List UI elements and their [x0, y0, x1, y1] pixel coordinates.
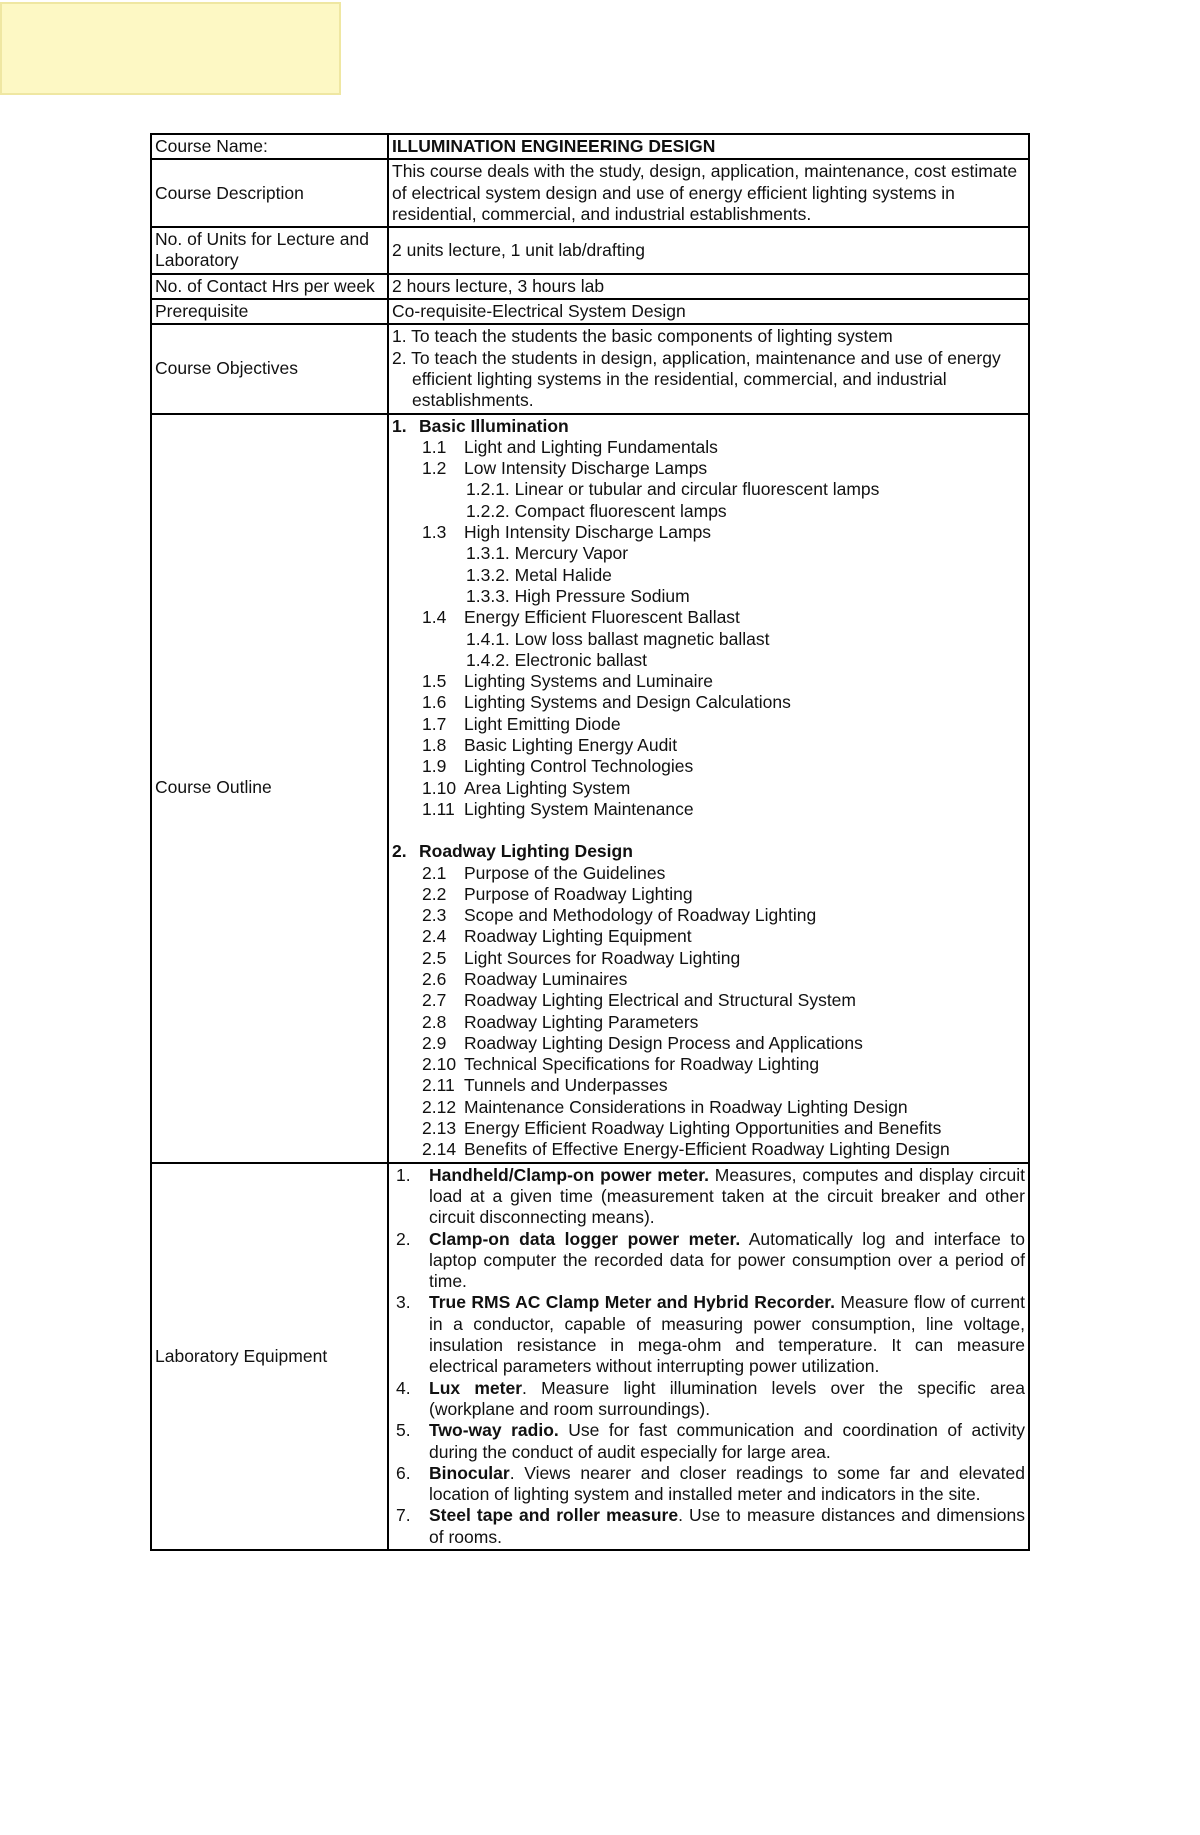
outline-subitem: 1.3.2. Metal Halide [466, 564, 612, 585]
item-text: High Intensity Discharge Lamps [464, 522, 712, 543]
item-text: Scope and Methodology of Roadway Lighting [464, 905, 817, 926]
item-text: Lighting Systems and Design Calculations [464, 692, 791, 713]
equipment-name: True RMS AC Clamp Meter and Hybrid Recorder. [429, 1292, 835, 1313]
outline-subitem: 1.2.2. Compact fluorescent lamps [466, 500, 727, 521]
outline-item [392, 778, 1025, 799]
table-row [151, 414, 1029, 1163]
outline-item [392, 714, 1025, 735]
item-number: 3. [396, 1292, 411, 1313]
item-number: 1.2 [422, 458, 447, 479]
item-text: Lighting System Maintenance [464, 798, 694, 819]
section-spacer [392, 820, 1025, 841]
item-text: Purpose of Roadway Lighting [464, 883, 693, 904]
equipment-description: Use for fast communication and coordination of activity during the conduct of audit especially for large area. [429, 1420, 1025, 1462]
item-number: 2.7 [422, 990, 447, 1011]
section-number: 1. [392, 415, 407, 436]
contact-hours-label: No. of Contact Hrs per week [151, 274, 388, 299]
yellow-note-box [0, 2, 341, 95]
outline-item [392, 522, 1025, 543]
table-row [151, 324, 1029, 413]
item-text: Technical Specifications for Roadway Lighting [464, 1054, 820, 1075]
item-text: Roadway Lighting Equipment [464, 926, 692, 947]
outline-section-heading [392, 841, 1025, 862]
item-text: Roadway Luminaires [464, 968, 628, 989]
objectives-label: Course Objectives [151, 324, 388, 413]
item-text: Basic Lighting Energy Audit [464, 735, 678, 756]
outline-item [392, 948, 1025, 969]
outline-item [392, 756, 1025, 777]
item-number: 2.9 [422, 1032, 447, 1053]
item-number: 1.1 [422, 436, 447, 457]
item-text: Light and Lighting Fundamentals [464, 436, 718, 457]
course-description-label: Course Description [151, 159, 388, 227]
item-text: Low Intensity Discharge Lamps [464, 458, 708, 479]
item-text: Roadway Lighting Parameters [464, 1011, 699, 1032]
item-number: 2.12 [422, 1096, 457, 1117]
outline-label: Course Outline [151, 414, 388, 1163]
item-text: Roadway Lighting Electrical and Structural System [464, 990, 856, 1011]
item-text: Lighting Control Technologies [464, 756, 694, 777]
outline-item [392, 692, 1025, 713]
item-number: 2.8 [422, 1011, 447, 1032]
item-number: 2.10 [422, 1054, 457, 1075]
outline-item [392, 905, 1025, 926]
equipment-name: Steel tape and roller measure [429, 1505, 679, 1526]
outline-item [392, 607, 1025, 628]
section-title: Roadway Lighting Design [419, 841, 633, 862]
item-text: Benefits of Effective Energy-Efficient Roadway Lighting Design [464, 1139, 950, 1160]
outline-section-heading [392, 416, 1025, 437]
equipment-label: Laboratory Equipment [151, 1163, 388, 1550]
item-number: 2.1 [422, 862, 447, 883]
contact-hours-value: 2 hours lecture, 3 hours lab [388, 274, 1029, 299]
item-text: Energy Efficient Fluorescent Ballast [464, 607, 740, 628]
section-number: 2. [392, 841, 407, 862]
outline-item [392, 863, 1025, 884]
table-row [151, 134, 1029, 159]
equipment-description: Measure flow of current in a conductor, capable of measuring power consumption, line voltage, insulation resistance in mega-ohm and temperature. It can measure electrical parameters without interrupting power utilization. [429, 1292, 1026, 1377]
prerequisite-label: Prerequisite [151, 299, 388, 324]
equipment-name: Lux meter [429, 1377, 523, 1398]
item-text: Light Emitting Diode [464, 713, 621, 734]
outline-subitem: 1.3.3. High Pressure Sodium [466, 585, 690, 606]
units-value: 2 units lecture, 1 unit lab/drafting [388, 227, 1029, 274]
outline-item [392, 1012, 1025, 1033]
item-number: 1.4 [422, 607, 447, 628]
outline-subitem: 1.2.1. Linear or tubular and circular fluorescent lamps [466, 479, 880, 500]
outline-item [392, 1118, 1025, 1139]
equipment-item [392, 1378, 1025, 1421]
item-number: 2.13 [422, 1118, 457, 1139]
item-number: 1.7 [422, 713, 447, 734]
table-row [151, 274, 1029, 299]
section-title: Basic Illumination [419, 415, 569, 436]
outline-item [392, 1033, 1025, 1054]
equipment-item [392, 1463, 1025, 1506]
item-number: 1.6 [422, 692, 447, 713]
item-number: 2.11 [422, 1075, 455, 1096]
outline-item [392, 458, 1025, 479]
outline-item [392, 884, 1025, 905]
course-syllabus-table [150, 133, 1030, 1551]
course-description: This course deals with the study, design, application, maintenance, cost estimate of electrical system design and use of energy efficient lighting systems in residential, commercial, and industrial establishments. [388, 159, 1029, 227]
equipment-description: Measures, computes and display circuit load at a given time (measurement taken at the circuit breaker and other circuit disconnecting means). [429, 1164, 1025, 1228]
item-text: Energy Efficient Roadway Lighting Opportunities and Benefits [464, 1118, 942, 1139]
table-row [151, 159, 1029, 227]
item-number: 5. [396, 1420, 411, 1441]
item-number: 2.4 [422, 926, 447, 947]
units-label: No. of Units for Lecture and Laboratory [151, 227, 388, 274]
item-number: 1. [396, 1164, 411, 1185]
course-name: ILLUMINATION ENGINEERING DESIGN [388, 134, 1029, 159]
outline-subitem: 1.4.1. Low loss ballast magnetic ballast [466, 628, 770, 649]
item-number: 1.8 [422, 735, 447, 756]
item-text: Area Lighting System [464, 777, 631, 798]
item-text: Lighting Systems and Luminaire [464, 671, 714, 692]
objective-item: 2. To teach the students in design, application, maintenance and use of energy efficient lighting systems in the residential, commercial, and industrial establishments. [392, 347, 1001, 411]
equipment-name: Handheld/Clamp-on power meter. [429, 1164, 709, 1185]
item-number: 2.6 [422, 968, 447, 989]
outline-item [392, 1054, 1025, 1075]
equipment-item [392, 1165, 1025, 1229]
item-number: 2.14 [422, 1139, 457, 1160]
outline-item [392, 1139, 1025, 1160]
equipment-item [392, 1420, 1025, 1463]
item-number: 2.5 [422, 947, 447, 968]
item-text: Roadway Lighting Design Process and Applications [464, 1032, 863, 1053]
outline-item [392, 1075, 1025, 1096]
item-number: 2.2 [422, 883, 447, 904]
table-row [151, 227, 1029, 274]
item-number: 1.10 [422, 777, 457, 798]
equipment-description: . Use to measure distances and dimensions of rooms. [429, 1505, 1025, 1547]
equipment-item [392, 1229, 1025, 1293]
objective-item: 1. To teach the students the basic components of lighting system [392, 326, 893, 347]
item-number: 4. [396, 1377, 411, 1398]
equipment-name: Binocular [429, 1462, 510, 1483]
equipment-description: . Views nearer and closer readings to some far and elevated location of lighting system and installed meter and indicators in the site. [429, 1462, 1025, 1505]
outline-item [392, 671, 1025, 692]
prerequisite-value: Co-requisite-Electrical System Design [388, 299, 1029, 324]
item-number: 1.9 [422, 756, 447, 777]
item-number: 1.11 [422, 798, 455, 819]
equipment-name: Clamp-on data logger power meter. [429, 1228, 741, 1249]
outline-item [392, 969, 1025, 990]
objectives-list [388, 324, 1029, 413]
outline-content [388, 414, 1029, 1163]
item-number: 6. [396, 1462, 411, 1483]
outline-item [392, 1097, 1025, 1118]
item-number: 2.3 [422, 905, 447, 926]
item-text: Maintenance Considerations in Roadway Lighting Design [464, 1096, 908, 1117]
equipment-name: Two-way radio. [429, 1420, 559, 1441]
item-text: Purpose of the Guidelines [464, 862, 666, 883]
table-row [151, 299, 1029, 324]
outline-item [392, 926, 1025, 947]
equipment-list [388, 1163, 1029, 1550]
equipment-description: Automatically log and interface to laptop computer the recorded data for power consumption over a period of time. [429, 1228, 1025, 1292]
equipment-description: . Measure light illumination levels over the specific area (workplane and room surroundings). [429, 1377, 1025, 1419]
outline-subitem: 1.3.1. Mercury Vapor [466, 543, 629, 564]
outline-subitem: 1.4.2. Electronic ballast [466, 649, 647, 670]
item-number: 1.5 [422, 671, 447, 692]
item-text: Light Sources for Roadway Lighting [464, 947, 741, 968]
item-number: 7. [396, 1505, 411, 1526]
course-name-label: Course Name: [151, 134, 388, 159]
equipment-item [392, 1505, 1025, 1548]
equipment-item [392, 1292, 1025, 1377]
outline-item [392, 735, 1025, 756]
item-number: 1.3 [422, 522, 447, 543]
outline-item [392, 799, 1025, 820]
outline-item [392, 437, 1025, 458]
table-row [151, 1163, 1029, 1550]
outline-item [392, 990, 1025, 1011]
item-text: Tunnels and Underpasses [464, 1075, 668, 1096]
item-number: 2. [396, 1228, 411, 1249]
